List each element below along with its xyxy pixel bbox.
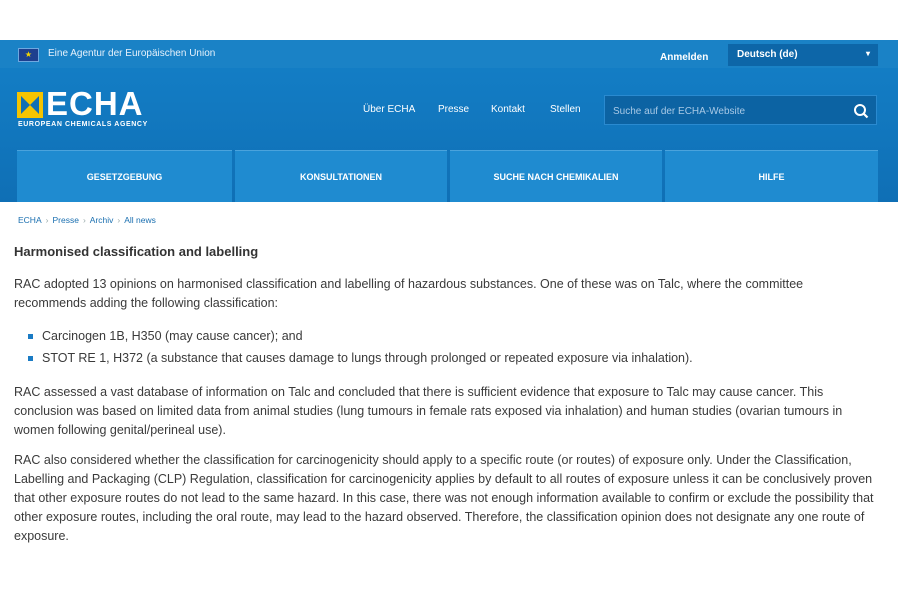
main-tabbar xyxy=(17,150,878,202)
article xyxy=(14,244,880,543)
language-value: Deutsch (de) xyxy=(737,49,798,60)
site-header xyxy=(0,40,898,202)
list-item: Carcinogen 1B, H350 (may cause cancer); and xyxy=(28,327,693,346)
breadcrumb xyxy=(18,215,156,225)
chevron-right-icon: › xyxy=(82,215,86,225)
chevron-right-icon: › xyxy=(117,215,121,225)
breadcrumb-archiv[interactable]: Archiv xyxy=(89,215,114,225)
exposure-route-paragraph: RAC also considered whether the classification for carcinogenicity should apply to a specific route (or routes) of exposure only. Under the Classification, Labelling and Packaging (CLP) Regulation, classification for carcinogenicity applies by default to all routes of exposure unless it can be conclusively proven that other exposure routes do not lead to the same hazard. In this case, there was not enough information available to confirm or exclude the possibility that other exposure routes, including the oral route, may lead to the hazard observed. Therefore, the classification opinion does not designate any one route of exposure. xyxy=(14,453,874,543)
tab-suche-nach-chemikalien[interactable]: SUCHE NACH CHEMIKALIEN xyxy=(450,150,662,202)
breadcrumb-all-news[interactable]: All news xyxy=(124,215,156,225)
nav-link-ueber-echa[interactable]: Über ECHA xyxy=(363,104,416,115)
tab-konsultationen[interactable]: KONSULTATIONEN xyxy=(235,150,447,202)
tab-gesetzgebung[interactable]: GESETZGEBUNG xyxy=(17,150,232,202)
page-title: Harmonised classification and labelling xyxy=(14,244,259,259)
chevron-down-icon: ▾ xyxy=(865,49,870,58)
evidence-paragraph: RAC assessed a vast database of information on Talc and concluded that there is sufficient evidence that exposure to Talc may cause cancer. This conclusion was based on limited data from animal studies (lung tumours in female rats exposed via inhalation) and human studies (ovarian tumours in women following genital/perineal use). xyxy=(14,385,843,437)
search-icon[interactable] xyxy=(852,102,870,120)
language-select[interactable] xyxy=(728,44,878,66)
intro-paragraph: RAC adopted 13 opinions on harmonised classification and labelling of hazardous substances. One of these was on Talc, where the committee recommends adding the following classification: xyxy=(14,277,804,310)
echa-logo-icon[interactable] xyxy=(17,92,43,118)
nav-link-kontakt[interactable]: Kontakt xyxy=(491,104,525,115)
nav-link-presse[interactable]: Presse xyxy=(438,104,470,115)
eu-agency-label: Eine Agentur der Europäischen Union xyxy=(48,48,216,59)
login-link[interactable]: Anmelden xyxy=(660,52,709,63)
logo-subtitle: EUROPEAN CHEMICALS AGENCY xyxy=(18,121,148,128)
eu-flag-icon: ★ xyxy=(18,48,39,62)
search-box xyxy=(604,95,877,125)
breadcrumb-presse[interactable]: Presse xyxy=(52,215,79,225)
logo-text[interactable]: ECHA xyxy=(46,85,144,122)
tab-hilfe[interactable]: HILFE xyxy=(665,150,878,202)
nav-link-stellen[interactable]: Stellen xyxy=(550,104,581,115)
search-input[interactable] xyxy=(613,104,843,118)
breadcrumb-echa[interactable]: ECHA xyxy=(18,215,42,225)
classification-list xyxy=(28,327,693,371)
chevron-right-icon: › xyxy=(45,215,49,225)
list-item: STOT RE 1, H372 (a substance that causes damage to lungs through prolonged or repeated exposure via inhalation). xyxy=(28,349,693,368)
